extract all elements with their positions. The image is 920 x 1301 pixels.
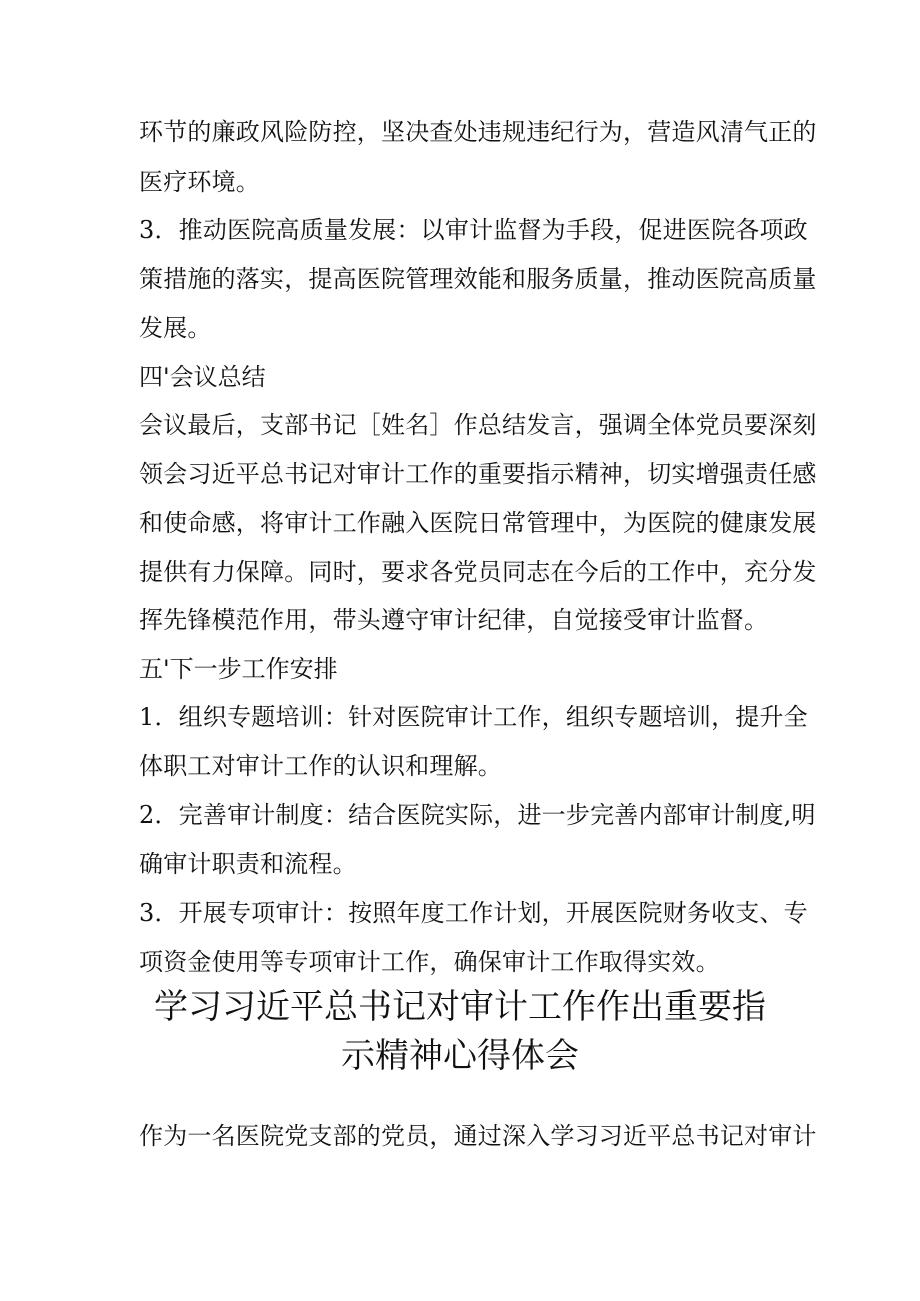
article-title: 学习习近平总书记对审计工作作出重要指	[154, 987, 766, 1027]
list-item-line: 确审计职责和流程。	[139, 850, 357, 878]
paragraph-line: 领会习近平总书记对审计工作的重要指示精神，切实增强责任感	[139, 460, 817, 488]
paragraph-line: 提供有力保障。同时，要求各党员同志在今后的工作中，充分发	[139, 558, 817, 586]
paragraph-line: 会议最后，支部书记［姓名］作总结发言，强调全体党员要深刻	[139, 411, 817, 439]
paragraph-line: 作为一名医院党支部的党员，通过深入学习习近平总书记对审计	[139, 1122, 817, 1150]
list-item-line: 1．组织专题培训：针对医院审计工作，组织专题培训，提升全	[139, 703, 808, 731]
paragraph-line: 医疗环境。	[139, 168, 260, 196]
list-item-line: 项资金使用等专项审计工作，确保审计工作取得实效。	[139, 948, 720, 976]
paragraph-line: 环节的廉政风险防控，坚决查处违规违纪行为，营造风清气正的	[139, 118, 817, 146]
paragraph-line: 和使命感，将审计工作融入医院日常管理中，为医院的健康发展	[139, 509, 817, 537]
section-heading: 四'会议总结	[139, 363, 266, 391]
list-item-line: 体职工对审计工作的认识和理解。	[139, 752, 502, 780]
article-title: 示精神心得体会	[341, 1036, 579, 1076]
paragraph-line: 挥先锋模范作用，带头遵守审计纪律，自觉接受审计监督。	[139, 606, 769, 634]
list-item-line: 发展。	[139, 314, 212, 342]
list-item-line: 2．完善审计制度：结合医院实际，进一步完善内部审计制度,明	[139, 801, 816, 829]
section-heading: 五'下一步工作安排	[139, 655, 338, 683]
list-item-line: 策措施的落实，提高医院管理效能和服务质量，推动医院高质量	[139, 265, 817, 293]
list-item-line: 3．推动医院高质量发展：以审计监督为手段，促进医院各项政	[139, 216, 808, 244]
list-item-line: 3．开展专项审计：按照年度工作计划，开展医院财务收支、专	[139, 899, 808, 927]
